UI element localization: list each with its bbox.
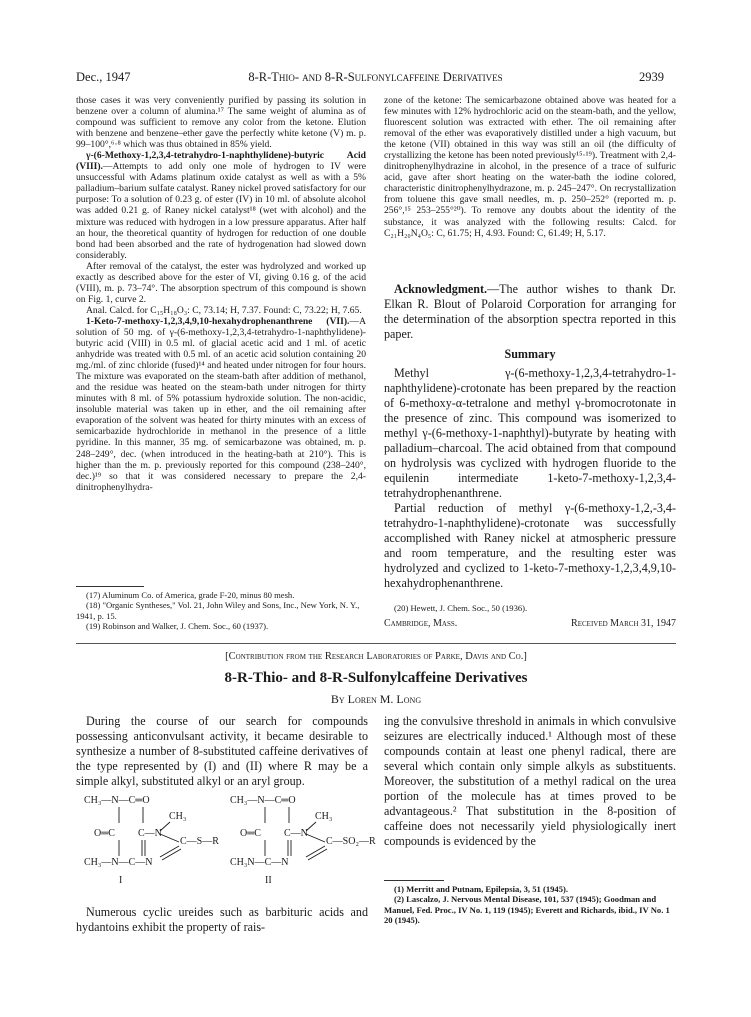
top-right-column bbox=[384, 95, 676, 239]
section-heading: γ-(6-Methoxy-1,2,3,4-tetrahydro-1-naphthylidene)-butyric Acid (VIII). bbox=[76, 150, 366, 173]
running-title: 8-R-Thio- and 8-R-Sulfonylcaffeine Derivatives bbox=[248, 70, 503, 84]
top-left-column bbox=[76, 95, 366, 493]
svg-text:C—N: C—N bbox=[284, 828, 308, 839]
article-separator bbox=[76, 643, 676, 644]
article-right-column bbox=[384, 714, 676, 849]
article-left-column bbox=[76, 714, 368, 789]
paragraph: After removal of the catalyst, the ester was hydrolyzed and worked up exactly as described above for the ester of VI, giving 0.16 g. of the acid (VIII), m. p. 73–74°. The absorption spectrum of this compound is shown on Fig. 1, curve 2. bbox=[76, 260, 366, 305]
summary-body bbox=[384, 366, 676, 591]
svg-text:CH₃—N—C═O: CH₃—N—C═O bbox=[84, 795, 150, 806]
structure-i bbox=[84, 795, 219, 886]
paragraph: zone of the ketone: The semicarbazone obtained above was heated for a few minutes with 12% hydrochloric acid on the steam-bath, and the yellow, fluorescent solution was extracted with ether. The oil remaining after removal of the ether was evaporatively distilled under a high vacuum, but the ketone (VII) obtained in this way was still an oil (the difficulty of crystallizing the ketone has been noted previously¹⁵·¹⁹). Treatment with 2,4-dinitrophenylhydrazine in alcohol, in the presence of a trace of sulfuric acid, gave after short heating on the water-bath the iodine colored, characteristic dinitrophenylhydrazone, m. p. 245–247°. On recrystallization from toluene this gave small needles, m. p. 250–252° (reported m. p. 256°,¹⁵ 253–255°²⁰). To remove any doubts about the identity of the substance, it was analyzed with the following results: Calcd. for C₂₁H₂₀N₄O₅: C, 61.75; H, 4.93. Found: C, 61.49; H, 5.17. bbox=[384, 95, 676, 239]
footnote: (20) Hewett, J. Chem. Soc., 50 (1936). bbox=[394, 603, 528, 613]
acknowledgment: Acknowledgment.—The author wishes to thank Dr. Elkan R. Blout of Polaroid Corporation for arranging for the determination of the absorption spectra reported in this paper. bbox=[384, 282, 676, 341]
paragraph: Partial reduction of methyl γ-(6-methoxy-1,2,-3,4-tetrahydro-1-naphthylidene)-crotonate was successfully accomplished with Raney nickel at atmospheric pressure and room temperature, and the resulting ester was hydrolyzed and cyclized to 1-keto-7-methoxy-1,2,3,4,9,10-hexahydrophenanthrene. bbox=[384, 501, 676, 590]
article-title: 8-R-Thio- and 8-R-Sulfonylcaffeine Derivatives bbox=[224, 670, 528, 686]
footnote: (1) Merritt and Putnam, Epilepsia, 3, 51 (1945). bbox=[394, 884, 569, 894]
paragraph: Numerous cyclic ureides such as barbituric acids and hydantoins exhibit the property of rais- bbox=[76, 905, 368, 934]
place: Cambridge, Mass. bbox=[384, 618, 458, 629]
svg-text:O═C: O═C bbox=[240, 828, 261, 839]
paragraph: ing the convulsive threshold in animals in which convulsive seizures are electrically induced.¹ Although most of these compounds contain at least one phenyl radical, there are several which contain only simple alkyls as substituents. Moreover, the substitution of a methyl radical on the urea portion of the molecule has at times proved to be advantageous.² That substitution in the 8-position of caffeine does not necessarily yield physiologically inert compounds is evidenced by the bbox=[384, 714, 676, 848]
svg-text:CH₃: CH₃ bbox=[169, 811, 187, 822]
paragraph: those cases it was very conveniently purified by passing its solution in benzene over a column of alumina.¹⁷ The same weight of alumina as of compound was sufficient to remove any color from the ketone. Elution with benzene and benzene–ether gave the perfectly white ketone (V) m. p. 99–100°,⁶·⁸ which was thus obtained in 85% yield. bbox=[76, 95, 366, 151]
svg-text:CH₃N—C—N: CH₃N—C—N bbox=[230, 857, 289, 868]
section-heading: Acknowledgment. bbox=[394, 282, 488, 296]
svg-text:C—SO₂—R: C—SO₂—R bbox=[326, 836, 376, 847]
svg-text:CH₃—N—C—N: CH₃—N—C—N bbox=[84, 857, 153, 868]
footnote: (2) Lascalzo, J. Nervous Mental Disease, 101, 537 (1945); Goodman and Manuel, Fed. Proc., IV No. 1, 119 (1945); Everett and Richards, ibid., IV No. 1 20 (1945). bbox=[384, 894, 670, 925]
section-heading: 1-Keto-7-methoxy-1,2,3,4,9,10-hexahydrophenanthrene (VII). bbox=[86, 315, 350, 327]
contribution-line: [Contribution from the Research Laboratories of Parke, Davis and Co.] bbox=[225, 651, 527, 662]
received-date: Received March 31, 1947 bbox=[571, 618, 676, 629]
structures-figure bbox=[80, 793, 376, 908]
caffeine-structures-diagram bbox=[80, 793, 376, 908]
paragraph: During the course of our search for compounds possessing anticonvulsant activity, it became desirable to synthesize a number of 8-substituted caffeine derivatives of the type represented by (I) and (II) where R may be a simple alkyl, substituted alkyl or an aryl group. bbox=[76, 714, 368, 788]
top-left-footnotes bbox=[76, 590, 366, 631]
svg-text:O═C: O═C bbox=[94, 828, 115, 839]
page-number: 2939 bbox=[639, 70, 664, 84]
footnote-rule bbox=[384, 880, 444, 881]
paragraph: Methyl γ-(6-methoxy-1,2,3,4-tetrahydro-1-naphthylidene)-crotonate has been prepared by the reaction of 6-methoxy-α-tetralone and methyl γ-bromocrotonate in the presence of zinc. This compound was isomerized to methyl γ-(6-methoxy-1-naphthyl)-butyrate by heating with palladium–charcoal. The acid obtained from that compound on hydrolysis was cyclized with hydrogen fluoride to the equilenin intermediate 1-keto-7-methoxy-1,2,3,4-tetrahydrophenanthrene. bbox=[384, 366, 676, 500]
summary-title: Summary bbox=[504, 347, 556, 361]
svg-text:C—S—R: C—S—R bbox=[180, 836, 219, 847]
paragraph: 1-Keto-7-methoxy-1,2,3,4,9,10-hexahydrophenanthrene (VII).—A solution of 50 mg. of γ-(6-methoxy-1,2,3,4-tetrahydro-1-naphthylidene)-butyric acid (VIII) in 0.5 ml. of glacial acetic acid and 1 ml. of acetic anhydride was treated with 0.5 ml. of an acetic acid solution containing 20 mg./ml. of zinc chloride (fused)¹⁴ and heated under nitrogen for four hours. The mixture was evaporated on the steam-bath after addition of methanol, and the residue was heated on the steam-bath under nitrogen for thirty minutes with 8 ml. of 5% potassium hydroxide solution. The non-acidic, insoluble material was taken up in ether, and the oil remaining after evaporation of the solvent was heated for thirty minutes with an excess of semicarbazide hydrochloride in methanol in the presence of a little pyridine. In this manner, 35 mg. of semicarbazone was obtained, m. p. 248–249°, dec. (when introduced in the heating-bath at 210°). This is higher than the m. p. previously reported for this compound (238–240°, dec.)¹⁹ so that it was considered necessary to prepare the 2,4-dinitrophenylhydra- bbox=[76, 315, 366, 493]
footnote: (17) Aluminum Co. of America, grade F-20, minus 80 mesh. bbox=[86, 590, 295, 600]
footnote-rule bbox=[76, 586, 144, 587]
structure-ii bbox=[230, 795, 376, 886]
analysis-line: Anal. Calcd. for C₁₅H₁₈O₃: C, 73.14; H, 7.37. Found: C, 73.22; H, 7.65. bbox=[86, 304, 362, 316]
footnote: (18) "Organic Syntheses," Vol. 21, John Wiley and Sons, Inc., New York, N. Y., 1941, p. 15. bbox=[76, 600, 360, 621]
svg-text:CH₃: CH₃ bbox=[315, 811, 333, 822]
header-date: Dec., 1947 bbox=[76, 70, 131, 84]
paragraph: γ-(6-Methoxy-1,2,3,4-tetrahydro-1-naphthylidene)-butyric Acid (VIII).—Attempts to add only one mole of hydrogen to IV were unsuccessful with Adams platinum oxide catalyst as well as with a 5% palladium–barium sulfate catalyst. Raney nickel proved satisfactory for our purpose: To a solution of 0.23 g. of ester (IV) in 10 ml. of absolute alcohol was added 0.21 g. of Raney nickel catalyst¹⁸ (wet with alcohol) and the mixture was reduced with hydrogen in a low pressure apparatus. After half an hour, the theoretical quantity of hydrogen for reduction of one double bond had been absorbed and the rate of hydrogenation had slowed down considerably. bbox=[76, 150, 366, 261]
byline: By Loren M. Long bbox=[330, 692, 422, 706]
svg-text:I: I bbox=[119, 875, 123, 886]
article-left-column-cont bbox=[76, 905, 368, 935]
svg-text:II: II bbox=[265, 875, 272, 886]
svg-text:CH₃—N—C═O: CH₃—N—C═O bbox=[230, 795, 296, 806]
footnote: (19) Robinson and Walker, J. Chem. Soc., 60 (1937). bbox=[86, 620, 269, 631]
svg-text:C—N: C—N bbox=[138, 828, 162, 839]
article-footnotes bbox=[384, 884, 676, 925]
